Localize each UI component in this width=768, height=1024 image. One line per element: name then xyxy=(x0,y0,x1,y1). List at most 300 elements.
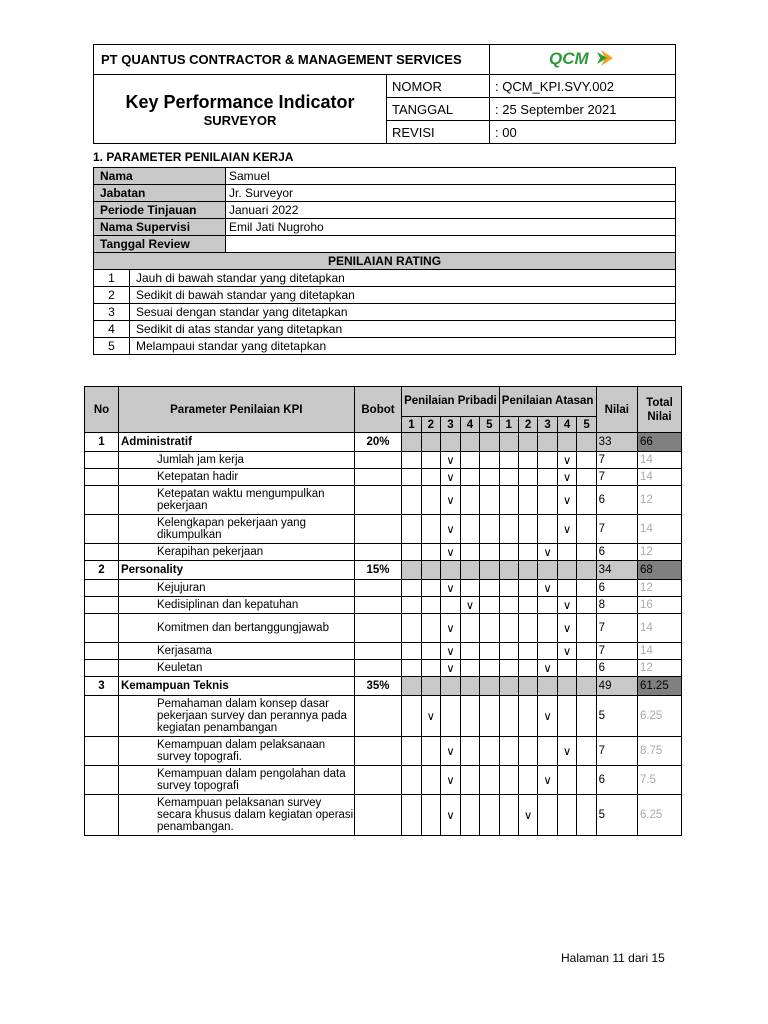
pribadi-rating-cell xyxy=(402,580,421,597)
pribadi-rating-cell xyxy=(421,544,441,561)
item-weight-cell xyxy=(354,544,402,561)
item-weight-cell xyxy=(354,614,402,643)
item-score: 7 xyxy=(596,737,637,766)
group-number: 2 xyxy=(85,561,119,580)
atasan-rating-cell: ∨ xyxy=(557,469,577,486)
pribadi-rating-cell xyxy=(421,515,441,544)
info-label: Tanggal Review xyxy=(94,236,226,253)
item-total: 12 xyxy=(637,544,681,561)
item-weight-cell xyxy=(354,597,402,614)
item-total: 14 xyxy=(637,452,681,469)
kpi-group-row xyxy=(85,433,682,452)
doc-title-block xyxy=(94,75,387,144)
rating-number: 3 xyxy=(94,304,130,321)
pribadi-rating-cell xyxy=(421,469,441,486)
atasan-rating-cell xyxy=(499,660,518,677)
item-score: 7 xyxy=(596,614,637,643)
pribadi-rating-cell xyxy=(460,660,480,677)
atasan-rating-cell: ∨ xyxy=(518,795,538,836)
item-score: 7 xyxy=(596,515,637,544)
pribadi-rating-cell: ∨ xyxy=(441,515,461,544)
item-number-cell xyxy=(85,766,119,795)
item-name: Ketepatan hadir xyxy=(118,469,354,486)
rating-cell xyxy=(441,433,461,452)
rating-cell xyxy=(421,677,441,696)
kpi-item-row xyxy=(85,696,682,737)
group-weight: 20% xyxy=(354,433,402,452)
group-total: 61.25 xyxy=(637,677,681,696)
scale-header: 1 xyxy=(402,417,421,433)
atasan-rating-cell xyxy=(577,737,596,766)
atasan-rating-cell xyxy=(557,660,577,677)
rating-cell xyxy=(402,561,421,580)
item-name: Jumlah jam kerja xyxy=(118,452,354,469)
atasan-rating-cell xyxy=(499,597,518,614)
atasan-rating-cell: ∨ xyxy=(538,580,558,597)
pribadi-rating-cell xyxy=(402,597,421,614)
kpi-item-row xyxy=(85,452,682,469)
info-row xyxy=(94,185,676,202)
atasan-rating-cell xyxy=(577,544,596,561)
pribadi-rating-cell xyxy=(421,452,441,469)
atasan-rating-cell: ∨ xyxy=(538,696,558,737)
item-name: Komitmen dan bertanggungjawab xyxy=(118,614,354,643)
pribadi-rating-cell xyxy=(402,544,421,561)
item-name: Kemampuan dalam pelaksanaan survey topografi. xyxy=(118,737,354,766)
info-label: Nama xyxy=(94,168,226,185)
pribadi-rating-cell xyxy=(402,452,421,469)
item-score: 6 xyxy=(596,580,637,597)
atasan-rating-cell xyxy=(518,452,538,469)
pribadi-rating-cell xyxy=(480,469,499,486)
pribadi-rating-cell: ∨ xyxy=(441,469,461,486)
rating-number: 5 xyxy=(94,338,130,355)
item-name: Pemahaman dalam konsep dasar pekerjaan survey dan perannya pada kegiatan penambangan xyxy=(118,696,354,737)
info-value: Samuel xyxy=(226,168,676,185)
atasan-rating-cell xyxy=(518,580,538,597)
group-score: 34 xyxy=(596,561,637,580)
col-header-nilai: Nilai xyxy=(596,387,637,433)
scale-header: 5 xyxy=(577,417,596,433)
item-weight-cell xyxy=(354,696,402,737)
atasan-rating-cell xyxy=(499,795,518,836)
group-weight: 15% xyxy=(354,561,402,580)
section-title: 1. PARAMETER PENILAIAN KERJA xyxy=(93,150,294,164)
atasan-rating-cell xyxy=(557,544,577,561)
pribadi-rating-cell xyxy=(421,643,441,660)
rating-header-row xyxy=(94,253,676,270)
pribadi-rating-cell xyxy=(460,696,480,737)
atasan-rating-cell xyxy=(518,544,538,561)
pribadi-rating-cell xyxy=(421,660,441,677)
atasan-rating-cell: ∨ xyxy=(557,452,577,469)
atasan-rating-cell xyxy=(499,737,518,766)
atasan-rating-cell xyxy=(577,696,596,737)
atasan-rating-cell xyxy=(518,766,538,795)
item-total: 12 xyxy=(637,660,681,677)
rating-cell xyxy=(557,561,577,580)
atasan-rating-cell xyxy=(499,469,518,486)
atasan-rating-cell: ∨ xyxy=(538,766,558,795)
atasan-rating-cell xyxy=(577,766,596,795)
kpi-group-row xyxy=(85,677,682,696)
item-name: Kedisiplinan dan kepatuhan xyxy=(118,597,354,614)
rating-cell xyxy=(460,433,480,452)
pribadi-rating-cell xyxy=(460,469,480,486)
item-number-cell xyxy=(85,737,119,766)
pribadi-rating-cell xyxy=(460,515,480,544)
col-header-bobot: Bobot xyxy=(354,387,402,433)
item-weight-cell xyxy=(354,580,402,597)
group-name: Administratif xyxy=(118,433,354,452)
doc-subtitle: SURVEYOR xyxy=(203,113,277,128)
pribadi-rating-cell xyxy=(460,452,480,469)
item-name: Keuletan xyxy=(118,660,354,677)
rating-description: Sedikit di bawah standar yang ditetapkan xyxy=(130,287,676,304)
atasan-rating-cell: ∨ xyxy=(557,515,577,544)
atasan-rating-cell: ∨ xyxy=(557,614,577,643)
info-label: Nama Supervisi xyxy=(94,219,226,236)
atasan-rating-cell xyxy=(518,643,538,660)
kpi-table xyxy=(84,386,682,836)
pribadi-rating-cell: ∨ xyxy=(441,643,461,660)
rating-description: Melampaui standar yang ditetapkan xyxy=(130,338,676,355)
kpi-item-row xyxy=(85,614,682,643)
atasan-rating-cell xyxy=(518,660,538,677)
pribadi-rating-cell: ∨ xyxy=(441,660,461,677)
item-number-cell xyxy=(85,515,119,544)
item-number-cell xyxy=(85,660,119,677)
kpi-item-row xyxy=(85,597,682,614)
rating-cell xyxy=(421,433,441,452)
item-weight-cell xyxy=(354,515,402,544)
meta-label: NOMOR xyxy=(387,75,490,98)
info-row xyxy=(94,202,676,219)
rating-cell xyxy=(577,561,596,580)
group-name: Personality xyxy=(118,561,354,580)
pribadi-rating-cell xyxy=(421,597,441,614)
rating-cell xyxy=(557,677,577,696)
rating-cell xyxy=(518,433,538,452)
qcm-logo-icon xyxy=(547,46,619,70)
atasan-rating-cell xyxy=(538,643,558,660)
atasan-rating-cell xyxy=(577,660,596,677)
atasan-rating-cell xyxy=(577,795,596,836)
kpi-group-row xyxy=(85,561,682,580)
rating-description: Jauh di bawah standar yang ditetapkan xyxy=(130,270,676,287)
item-weight-cell xyxy=(354,795,402,836)
atasan-rating-cell xyxy=(518,737,538,766)
kpi-item-row xyxy=(85,795,682,836)
item-total: 6.25 xyxy=(637,795,681,836)
pribadi-rating-cell xyxy=(402,515,421,544)
atasan-rating-cell xyxy=(518,515,538,544)
rating-cell xyxy=(441,677,461,696)
item-total: 12 xyxy=(637,486,681,515)
rating-title: PENILAIAN RATING xyxy=(94,253,676,270)
atasan-rating-cell xyxy=(499,580,518,597)
item-weight-cell xyxy=(354,643,402,660)
item-total: 6.25 xyxy=(637,696,681,737)
item-total: 14 xyxy=(637,515,681,544)
pribadi-rating-cell xyxy=(402,766,421,795)
company-name: PT QUANTUS CONTRACTOR & MANAGEMENT SERVICES xyxy=(94,45,490,75)
pribadi-rating-cell xyxy=(460,486,480,515)
pribadi-rating-cell xyxy=(460,614,480,643)
item-total: 14 xyxy=(637,614,681,643)
info-row xyxy=(94,236,676,253)
group-number: 3 xyxy=(85,677,119,696)
pribadi-rating-cell xyxy=(460,737,480,766)
atasan-rating-cell xyxy=(518,696,538,737)
item-name: Ketepatan waktu mengumpulkan pekerjaan xyxy=(118,486,354,515)
rating-cell xyxy=(499,433,518,452)
pribadi-rating-cell: ∨ xyxy=(441,544,461,561)
rating-cell xyxy=(538,561,558,580)
rating-cell xyxy=(538,433,558,452)
item-score: 6 xyxy=(596,660,637,677)
info-value: Januari 2022 xyxy=(226,202,676,219)
page-number: Halaman 11 dari 15 xyxy=(561,951,665,965)
pribadi-rating-cell: ∨ xyxy=(441,452,461,469)
info-row xyxy=(94,219,676,236)
atasan-rating-cell xyxy=(577,486,596,515)
group-total: 66 xyxy=(637,433,681,452)
scale-header: 2 xyxy=(421,417,441,433)
kpi-item-row xyxy=(85,544,682,561)
item-score: 5 xyxy=(596,795,637,836)
kpi-item-row xyxy=(85,766,682,795)
item-name: Kerjasama xyxy=(118,643,354,660)
pribadi-rating-cell xyxy=(402,486,421,515)
pribadi-rating-cell: ∨ xyxy=(460,597,480,614)
pribadi-rating-cell xyxy=(402,795,421,836)
item-score: 7 xyxy=(596,469,637,486)
item-name: Kemampuan pelaksanan survey secara khusus dalam kegiatan operasi penambangan. xyxy=(118,795,354,836)
atasan-rating-cell xyxy=(538,795,558,836)
kpi-item-row xyxy=(85,486,682,515)
pribadi-rating-cell xyxy=(460,580,480,597)
atasan-rating-cell xyxy=(577,515,596,544)
meta-label: TANGGAL xyxy=(387,98,490,121)
pribadi-rating-cell xyxy=(480,597,499,614)
pribadi-rating-cell: ∨ xyxy=(441,614,461,643)
item-weight-cell xyxy=(354,452,402,469)
rating-row xyxy=(94,304,676,321)
pribadi-rating-cell: ∨ xyxy=(421,696,441,737)
atasan-rating-cell xyxy=(518,469,538,486)
atasan-rating-cell xyxy=(518,614,538,643)
pribadi-rating-cell: ∨ xyxy=(441,766,461,795)
pribadi-rating-cell xyxy=(421,795,441,836)
atasan-rating-cell xyxy=(577,614,596,643)
kpi-item-row xyxy=(85,660,682,677)
item-number-cell xyxy=(85,469,119,486)
logo-text: QCM xyxy=(548,49,589,68)
kpi-item-row xyxy=(85,737,682,766)
item-score: 8 xyxy=(596,597,637,614)
pribadi-rating-cell: ∨ xyxy=(441,580,461,597)
item-score: 6 xyxy=(596,766,637,795)
rating-cell xyxy=(518,561,538,580)
group-total: 68 xyxy=(637,561,681,580)
group-name: Kemampuan Teknis xyxy=(118,677,354,696)
pribadi-rating-cell xyxy=(480,696,499,737)
scale-header: 4 xyxy=(557,417,577,433)
item-score: 6 xyxy=(596,544,637,561)
item-score: 6 xyxy=(596,486,637,515)
rating-cell xyxy=(557,433,577,452)
item-number-cell xyxy=(85,580,119,597)
item-number-cell xyxy=(85,614,119,643)
rating-cell xyxy=(499,561,518,580)
scale-header: 1 xyxy=(499,417,518,433)
doc-title: Key Performance Indicator xyxy=(125,92,355,112)
scale-header: 2 xyxy=(518,417,538,433)
atasan-rating-cell xyxy=(577,643,596,660)
atasan-rating-cell: ∨ xyxy=(538,544,558,561)
item-total: 8.75 xyxy=(637,737,681,766)
rating-cell xyxy=(480,561,499,580)
rating-number: 4 xyxy=(94,321,130,338)
atasan-rating-cell xyxy=(499,614,518,643)
atasan-rating-cell xyxy=(518,597,538,614)
item-score: 5 xyxy=(596,696,637,737)
document-header xyxy=(93,44,676,144)
item-number-cell xyxy=(85,486,119,515)
rating-cell xyxy=(441,561,461,580)
atasan-rating-cell xyxy=(499,452,518,469)
item-weight-cell xyxy=(354,766,402,795)
info-row xyxy=(94,168,676,185)
rating-cell xyxy=(460,561,480,580)
item-number-cell xyxy=(85,597,119,614)
item-score: 7 xyxy=(596,452,637,469)
pribadi-rating-cell xyxy=(480,515,499,544)
rating-cell xyxy=(402,677,421,696)
atasan-rating-cell xyxy=(518,486,538,515)
atasan-rating-cell xyxy=(499,486,518,515)
atasan-rating-cell xyxy=(538,469,558,486)
pribadi-rating-cell xyxy=(480,452,499,469)
pribadi-rating-cell xyxy=(402,643,421,660)
rating-row xyxy=(94,321,676,338)
atasan-rating-cell xyxy=(538,597,558,614)
item-name: Kerapihan pekerjaan xyxy=(118,544,354,561)
item-weight-cell xyxy=(354,737,402,766)
pribadi-rating-cell xyxy=(460,795,480,836)
item-total: 14 xyxy=(637,643,681,660)
item-number-cell xyxy=(85,795,119,836)
item-weight-cell xyxy=(354,660,402,677)
atasan-rating-cell xyxy=(557,696,577,737)
atasan-rating-cell xyxy=(577,469,596,486)
group-score: 33 xyxy=(596,433,637,452)
item-number-cell xyxy=(85,452,119,469)
atasan-rating-cell xyxy=(499,643,518,660)
pribadi-rating-cell xyxy=(460,643,480,660)
company-logo xyxy=(490,45,676,75)
pribadi-rating-cell xyxy=(480,737,499,766)
atasan-rating-cell xyxy=(557,580,577,597)
pribadi-rating-cell xyxy=(480,643,499,660)
atasan-rating-cell xyxy=(577,452,596,469)
pribadi-rating-cell xyxy=(421,580,441,597)
scale-header: 4 xyxy=(460,417,480,433)
atasan-rating-cell: ∨ xyxy=(538,660,558,677)
atasan-rating-cell xyxy=(538,614,558,643)
col-header-atasan: Penilaian Atasan xyxy=(499,387,596,417)
rating-cell xyxy=(577,433,596,452)
meta-value: : QCM_KPI.SVY.002 xyxy=(490,75,676,98)
rating-cell xyxy=(577,677,596,696)
scale-header: 5 xyxy=(480,417,499,433)
kpi-item-row xyxy=(85,580,682,597)
info-value xyxy=(226,236,676,253)
pribadi-rating-cell xyxy=(402,696,421,737)
pribadi-rating-cell: ∨ xyxy=(441,737,461,766)
pribadi-rating-cell: ∨ xyxy=(441,486,461,515)
scale-header: 3 xyxy=(538,417,558,433)
atasan-rating-cell xyxy=(538,515,558,544)
pribadi-rating-cell xyxy=(480,486,499,515)
rating-row xyxy=(94,287,676,304)
atasan-rating-cell: ∨ xyxy=(557,737,577,766)
pribadi-rating-cell xyxy=(421,737,441,766)
meta-value: : 25 September 2021 xyxy=(490,98,676,121)
rating-cell xyxy=(518,677,538,696)
rating-cell xyxy=(499,677,518,696)
pribadi-rating-cell xyxy=(460,544,480,561)
pribadi-rating-cell xyxy=(480,614,499,643)
col-header-total: Total Nilai xyxy=(637,387,681,433)
group-number: 1 xyxy=(85,433,119,452)
atasan-rating-cell xyxy=(557,795,577,836)
item-total: 16 xyxy=(637,597,681,614)
kpi-item-row xyxy=(85,515,682,544)
item-number-cell xyxy=(85,696,119,737)
atasan-rating-cell: ∨ xyxy=(557,597,577,614)
rating-cell xyxy=(538,677,558,696)
pribadi-rating-cell xyxy=(441,696,461,737)
item-number-cell xyxy=(85,643,119,660)
info-label: Jabatan xyxy=(94,185,226,202)
pribadi-rating-cell xyxy=(402,737,421,766)
rating-row xyxy=(94,338,676,355)
rating-row xyxy=(94,270,676,287)
rating-cell xyxy=(480,433,499,452)
col-header-pribadi: Penilaian Pribadi xyxy=(402,387,499,417)
info-value: Jr. Surveyor xyxy=(226,185,676,202)
employee-info-table xyxy=(93,167,676,355)
group-weight: 35% xyxy=(354,677,402,696)
item-name: Kemampuan dalam pengolahan data survey topografi xyxy=(118,766,354,795)
rating-number: 2 xyxy=(94,287,130,304)
pribadi-rating-cell xyxy=(402,660,421,677)
atasan-rating-cell xyxy=(538,452,558,469)
meta-value: : 00 xyxy=(490,121,676,144)
pribadi-rating-cell xyxy=(421,486,441,515)
pribadi-rating-cell xyxy=(460,766,480,795)
item-number-cell xyxy=(85,544,119,561)
atasan-rating-cell xyxy=(499,544,518,561)
item-weight-cell xyxy=(354,469,402,486)
rating-cell xyxy=(480,677,499,696)
group-score: 49 xyxy=(596,677,637,696)
rating-cell xyxy=(421,561,441,580)
atasan-rating-cell xyxy=(499,696,518,737)
item-name: Kelengkapan pekerjaan yang dikumpulkan xyxy=(118,515,354,544)
